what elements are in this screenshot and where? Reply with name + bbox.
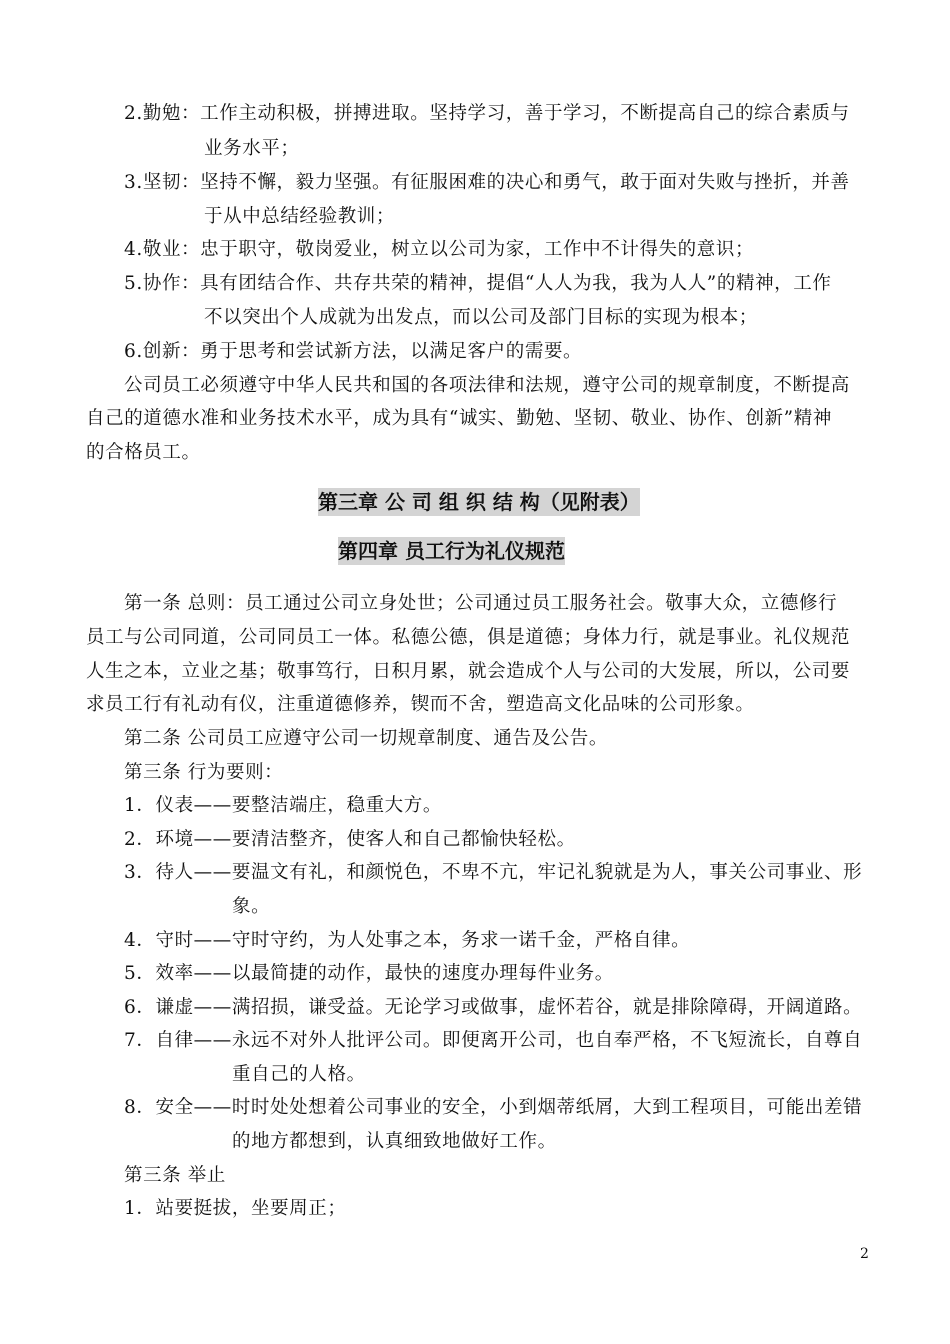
text-line: 2．环境——要清洁整齐，使客人和自己都愉快轻松。 xyxy=(124,829,576,850)
text-line: 7．自律——永远不对外人批评公司。即便离开公司，也自奉严格，不飞短流长，自尊自 xyxy=(124,1030,863,1051)
page-number: 2 xyxy=(860,1246,869,1262)
text-line: 求员工行有礼动有仪，注重道德修养，锲而不舍，塑造高文化品味的公司形象。 xyxy=(86,694,755,715)
text-line: 重自己的人格。 xyxy=(232,1064,366,1085)
chapter-heading: 第三章 公 司 组 织 结 构（见附表） xyxy=(318,490,640,514)
text-line: 的地方都想到，认真细致地做好工作。 xyxy=(232,1131,557,1152)
text-line: 自己的道德水准和业务技术水平，成为具有“诚实、勤勉、坚韧、敬业、协作、创新”精神 xyxy=(86,408,832,429)
text-line: 2.勤勉：工作主动积极，拼搏进取。坚持学习，善于学习，不断提高自己的综合素质与 xyxy=(124,103,850,124)
text-line: 于从中总结经验教训； xyxy=(204,206,396,227)
text-line: 8．安全——时时处处想着公司事业的安全，小到烟蒂纸屑，大到工程项目，可能出差错 xyxy=(124,1097,863,1118)
text-line: 3．待人——要温文有礼，和颜悦色，不卑不亢，牢记礼貌就是为人，事关公司事业、形 xyxy=(124,862,863,883)
text-line: 6．谦虚——满招损，谦受益。无论学习或做事，虚怀若谷，就是排除障碍，开阔道路。 xyxy=(124,997,863,1018)
text-line: 1．仪表——要整洁端庄，稳重大方。 xyxy=(124,795,442,816)
text-line: 5．效率——以最简捷的动作，最快的速度办理每件业务。 xyxy=(124,963,614,984)
text-line: 1．站要挺拔，坐要周正； xyxy=(124,1198,347,1219)
text-line: 第三条 举止 xyxy=(124,1165,226,1186)
text-line: 业务水平； xyxy=(204,138,300,159)
text-line: 4．守时——守时守约，为人处事之本，务求一诺千金，严格自律。 xyxy=(124,930,691,951)
text-line: 的合格员工。 xyxy=(86,442,201,463)
text-line: 不以突出个人成就为出发点，而以公司及部门目标的实现为根本； xyxy=(204,307,758,328)
text-line: 6.创新：勇于思考和尝试新方法，以满足客户的需要。 xyxy=(124,341,583,362)
text-line: 公司员工必须遵守中华人民共和国的各项法律和法规，遵守公司的规章制度，不断提高 xyxy=(124,375,850,396)
text-line: 象。 xyxy=(232,896,271,917)
text-line: 员工与公司同道，公司同员工一体。私德公德，俱是道德；身体力行，就是事业。礼仪规范 xyxy=(86,627,851,648)
chapter-heading: 第四章 员工行为礼仪规范 xyxy=(338,539,565,563)
text-line: 第一条 总则：员工通过公司立身处世；公司通过员工服务社会。敬事大众，立德修行 xyxy=(124,593,838,614)
text-line: 5.协作：具有团结合作、共存共荣的精神，提倡“人人为我，我为人人”的精神，工作 xyxy=(124,273,832,294)
text-line: 人生之本，立业之基；敬事笃行，日积月累，就会造成个人与公司的大发展，所以，公司要 xyxy=(86,661,851,682)
text-line: 第三条 行为要则： xyxy=(124,762,284,783)
text-line: 第二条 公司员工应遵守公司一切规章制度、通告及公告。 xyxy=(124,728,608,749)
text-line: 4.敬业：忠于职守，敬岗爱业，树立以公司为家，工作中不计得失的意识； xyxy=(124,239,755,260)
text-line: 3.坚韧：坚持不懈，毅力坚强。有征服困难的决心和勇气，敢于面对失败与挫折，并善 xyxy=(124,172,850,193)
